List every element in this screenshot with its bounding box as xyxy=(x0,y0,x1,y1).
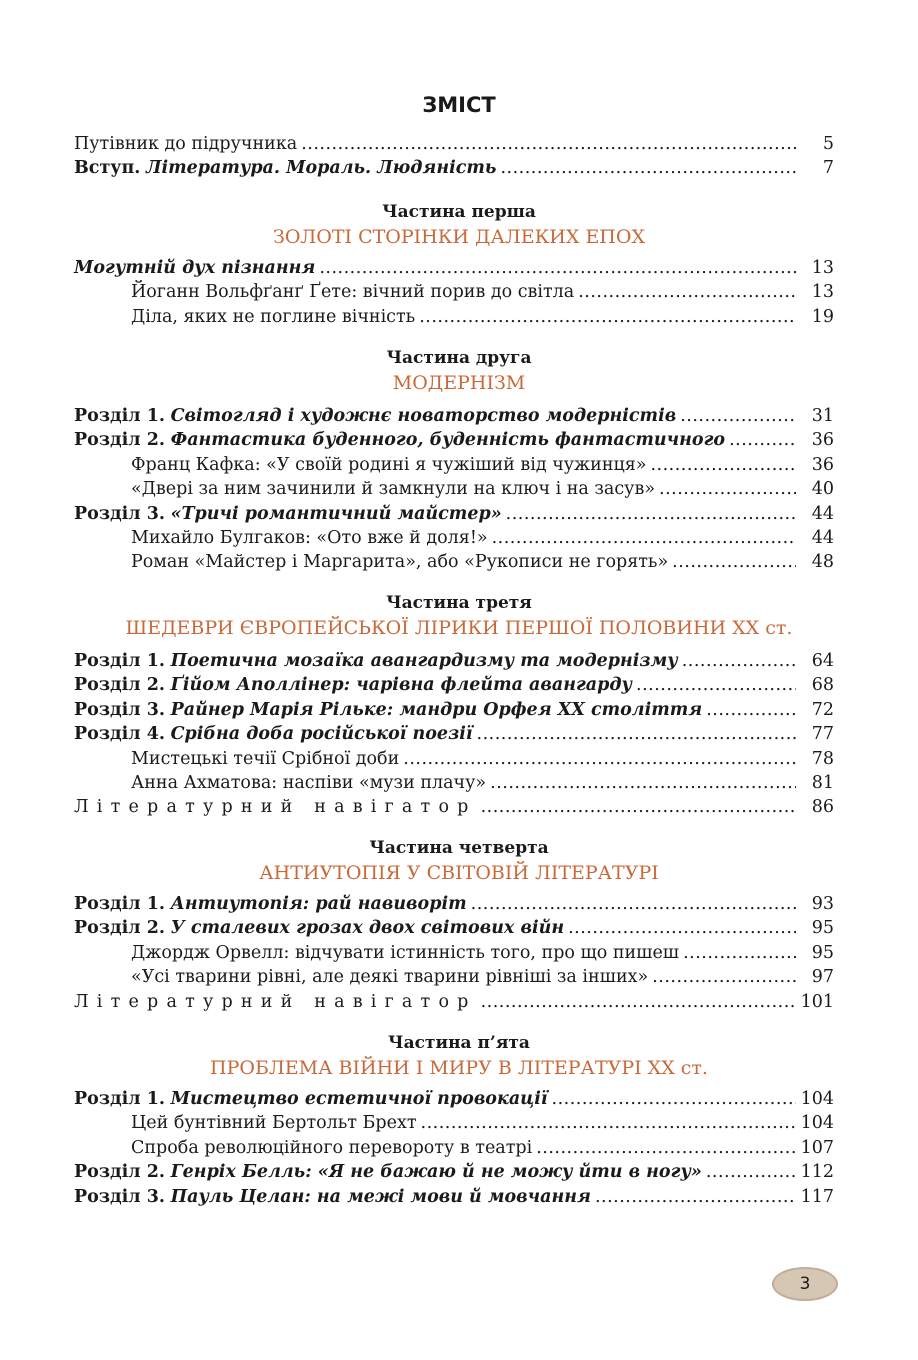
dot-leader xyxy=(578,282,796,302)
dot-leader xyxy=(506,504,796,524)
page-title: ЗМІСТ xyxy=(422,93,496,117)
dot-leader xyxy=(595,1187,796,1207)
toc-entry-section: Розділ 3. xyxy=(74,699,166,720)
toc-entry-page: 72 xyxy=(811,699,834,720)
toc-part-1 xyxy=(74,258,834,331)
toc-entry-section: Розділ 3. xyxy=(74,1186,166,1207)
toc-part-4 xyxy=(74,894,834,1016)
toc-entry-page: 81 xyxy=(811,772,834,793)
dot-leader xyxy=(672,552,796,572)
toc-entry-label: Поетична мозаїка авангардизму та модернізму xyxy=(170,651,678,671)
toc-entry[interactable] xyxy=(74,307,834,331)
part-name: АНТИУТОПІЯ У СВІТОВІЙ ЛІТЕРАТУРІ xyxy=(259,862,659,884)
toc-part-3 xyxy=(74,651,834,822)
dot-leader xyxy=(301,134,796,154)
dot-leader xyxy=(652,967,796,987)
toc-entry[interactable] xyxy=(74,1113,834,1137)
dot-leader xyxy=(650,455,796,475)
page-number-badge: 3 xyxy=(772,1267,838,1301)
toc-entry[interactable] xyxy=(74,967,834,991)
toc-entry-page: 19 xyxy=(811,306,834,327)
part-number: Частина п’ята xyxy=(388,1033,530,1053)
toc-entry-label: Світогляд і художнє новаторство модерністів xyxy=(170,406,677,426)
part-name: ШЕДЕВРИ ЄВРОПЕЙСЬКОЇ ЛІРИКИ ПЕРШОЇ ПОЛОВИНИ XX ст. xyxy=(125,617,793,639)
toc-entry[interactable] xyxy=(74,1089,834,1113)
toc-entry-page: 95 xyxy=(811,918,834,939)
toc-entry-label: У сталевих грозах двох світових війн xyxy=(170,918,565,939)
toc-entry-label: Літературний навігатор xyxy=(74,797,477,818)
part-heading xyxy=(0,348,918,394)
toc-entry-page: 7 xyxy=(822,158,834,179)
dot-leader xyxy=(636,675,796,695)
toc-intro xyxy=(74,134,834,183)
toc-entry-label: «Двері за ним зачинили й замкнули на ключ і на засув» xyxy=(131,479,656,500)
toc-entry[interactable] xyxy=(74,504,834,528)
toc-entry-label: Генріх Белль: «Я не бажаю й не можу йти в ногу» xyxy=(170,1162,702,1183)
toc-entry[interactable] xyxy=(74,894,834,918)
toc-entry-page: 44 xyxy=(811,527,834,548)
dot-leader xyxy=(492,528,796,548)
dot-leader xyxy=(403,749,796,769)
toc-entry-label: Михайло Булгаков: «Ото вже й доля!» xyxy=(131,527,488,548)
part-heading xyxy=(0,1033,918,1079)
toc-entry-section: Розділ 2. xyxy=(74,1162,166,1183)
dot-leader xyxy=(481,797,796,817)
dot-leader xyxy=(481,992,796,1012)
part-heading xyxy=(0,838,918,884)
toc-entry-label: Діла, яких не поглине вічність xyxy=(131,306,416,327)
toc-entry-page: 48 xyxy=(811,552,834,573)
toc-entry-page: 13 xyxy=(811,282,834,303)
toc-entry-section: Розділ 1. xyxy=(74,651,166,671)
toc-entry-page: 36 xyxy=(811,454,834,475)
toc-entry-page: 64 xyxy=(811,651,834,671)
dot-leader xyxy=(568,918,796,938)
toc-entry[interactable] xyxy=(74,258,834,282)
toc-entry-page: 95 xyxy=(811,942,834,963)
toc-entry-label: Йоганн Вольфґанґ Ґете: вічний порив до світла xyxy=(131,282,575,303)
toc-entry-page: 40 xyxy=(811,479,834,500)
toc-entry-label: Літературний навігатор xyxy=(74,991,477,1012)
dot-leader xyxy=(683,943,796,963)
toc-entry-label: Цей бунтівний Бертольт Брехт xyxy=(131,1113,417,1134)
toc-entry-section: Розділ 1. xyxy=(74,406,166,426)
toc-entry[interactable] xyxy=(74,749,834,773)
toc-entry[interactable] xyxy=(74,455,834,479)
toc-entry[interactable] xyxy=(74,918,834,942)
dot-leader xyxy=(706,700,796,720)
part-number: Частина третя xyxy=(386,593,532,613)
toc-entry-label: Антиутопія: рай навиворіт xyxy=(170,894,467,914)
toc-entry-label: Путівник до підручника xyxy=(74,134,298,154)
toc-entry-label: Райнер Марія Рільке: мандри Орфея XX століття xyxy=(170,699,703,720)
part-name: МОДЕРНІЗМ xyxy=(392,372,526,394)
toc-entry-section: Розділ 1. xyxy=(74,894,166,914)
toc-entry-label: Могутній дух пізнання xyxy=(74,258,316,278)
toc-entry-section: Розділ 4. xyxy=(74,724,166,745)
toc-entry[interactable] xyxy=(74,430,834,454)
part-name: ПРОБЛЕМА ВІЙНИ І МИРУ В ЛІТЕРАТУРІ XX ст. xyxy=(210,1057,708,1079)
toc-entry-page: 86 xyxy=(811,797,834,818)
dot-leader xyxy=(319,258,796,278)
dot-leader xyxy=(659,479,796,499)
toc-entry-page: 101 xyxy=(800,991,834,1012)
dot-leader xyxy=(552,1089,796,1109)
dot-leader xyxy=(419,307,796,327)
toc-entry[interactable] xyxy=(74,773,834,797)
toc-entry-section: Розділ 3. xyxy=(74,503,166,524)
dot-leader xyxy=(729,430,796,450)
toc-entry-section: Розділ 1. xyxy=(74,1089,166,1109)
part-number: Частина перша xyxy=(382,202,536,222)
part-number: Частина друга xyxy=(386,348,532,368)
toc-entry[interactable] xyxy=(74,797,834,821)
toc-entry-page: 104 xyxy=(800,1113,834,1134)
toc-entry[interactable] xyxy=(74,651,834,675)
toc-entry-section: Вступ. xyxy=(74,158,141,179)
toc-entry-label: Анна Ахматова: наспіви «музи плачу» xyxy=(131,772,487,793)
toc-entry-label: Роман «Майстер і Маргарита», або «Рукописи не горять» xyxy=(131,552,669,573)
toc-entry-label: Ґійом Аполлінер: чарівна флейта авангарду xyxy=(170,675,633,696)
toc-entry[interactable] xyxy=(74,992,834,1016)
toc-entry-section: Розділ 2. xyxy=(74,918,166,939)
part-heading xyxy=(0,202,918,248)
part-number: Частина четверта xyxy=(369,838,549,858)
toc-entry-page: 97 xyxy=(811,967,834,988)
toc-entry[interactable] xyxy=(74,1187,834,1211)
dot-leader xyxy=(536,1138,796,1158)
toc-entry[interactable] xyxy=(74,675,834,699)
dot-leader xyxy=(421,1113,796,1133)
toc-entry[interactable] xyxy=(74,479,834,503)
toc-entry[interactable] xyxy=(74,1162,834,1186)
toc-part-5 xyxy=(74,1089,834,1211)
dot-leader xyxy=(682,651,796,671)
dot-leader xyxy=(490,773,796,793)
toc-entry-label: «Тричі романтичний майстер» xyxy=(170,503,502,524)
toc-entry-page: 44 xyxy=(811,503,834,524)
toc-entry[interactable] xyxy=(74,700,834,724)
toc-entry[interactable] xyxy=(74,943,834,967)
toc-entry-label: Фантастика буденного, буденність фантастичного xyxy=(170,430,726,451)
toc-entry-page: 93 xyxy=(811,894,834,914)
toc-entry[interactable] xyxy=(74,406,834,430)
toc-entry-label: Пауль Целан: на межі мови й мовчання xyxy=(170,1186,591,1207)
dot-leader xyxy=(477,724,796,744)
toc-entry-page: 13 xyxy=(811,258,834,278)
dot-leader xyxy=(706,1162,796,1182)
toc-entry-page: 31 xyxy=(811,406,834,426)
dot-leader xyxy=(500,158,796,178)
toc-entry-label: Франц Кафка: «У своїй родині я чужіший від чужинця» xyxy=(131,454,647,475)
toc-entry-page: 5 xyxy=(822,134,834,154)
toc-entry-label: Джордж Орвелл: відчувати істинність того, про що пишеш xyxy=(131,942,680,963)
toc-entry-page: 104 xyxy=(800,1089,834,1109)
toc-entry[interactable] xyxy=(74,134,834,158)
toc-entry-label: Спроба революційного перевороту в театрі xyxy=(131,1137,533,1158)
toc-entry-label: Мистецькі течії Срібної доби xyxy=(131,748,400,769)
toc-entry-section: Розділ 2. xyxy=(74,430,166,451)
toc-entry-section: Розділ 2. xyxy=(74,675,166,696)
toc-entry[interactable] xyxy=(74,158,834,182)
toc-entry-label: Література. Мораль. Людяність xyxy=(145,158,497,179)
toc-entry[interactable] xyxy=(74,552,834,576)
dot-leader xyxy=(680,406,796,426)
toc-entry-page: 107 xyxy=(800,1137,834,1158)
toc-entry-page: 68 xyxy=(811,675,834,696)
toc-entry[interactable] xyxy=(74,528,834,552)
toc-entry[interactable] xyxy=(74,1138,834,1162)
toc-part-2 xyxy=(74,406,834,577)
toc-entry[interactable] xyxy=(74,282,834,306)
toc-entry-label: «Усі тварини рівні, але деякі тварини рівніші за інших» xyxy=(131,967,649,988)
toc-entry-label: Срібна доба російської поезії xyxy=(170,724,473,745)
part-heading xyxy=(0,593,918,639)
part-name: ЗОЛОТІ СТОРІНКИ ДАЛЕКИХ ЕПОХ xyxy=(273,226,645,248)
toc-entry[interactable] xyxy=(74,724,834,748)
dot-leader xyxy=(471,894,796,914)
toc-entry-label: Мистецтво естетичної провокації xyxy=(170,1089,548,1109)
toc-entry-page: 112 xyxy=(800,1162,834,1183)
toc-entry-page: 117 xyxy=(800,1186,834,1207)
toc-entry-page: 36 xyxy=(811,430,834,451)
toc-entry-page: 78 xyxy=(811,748,834,769)
toc-entry-page: 77 xyxy=(811,724,834,745)
